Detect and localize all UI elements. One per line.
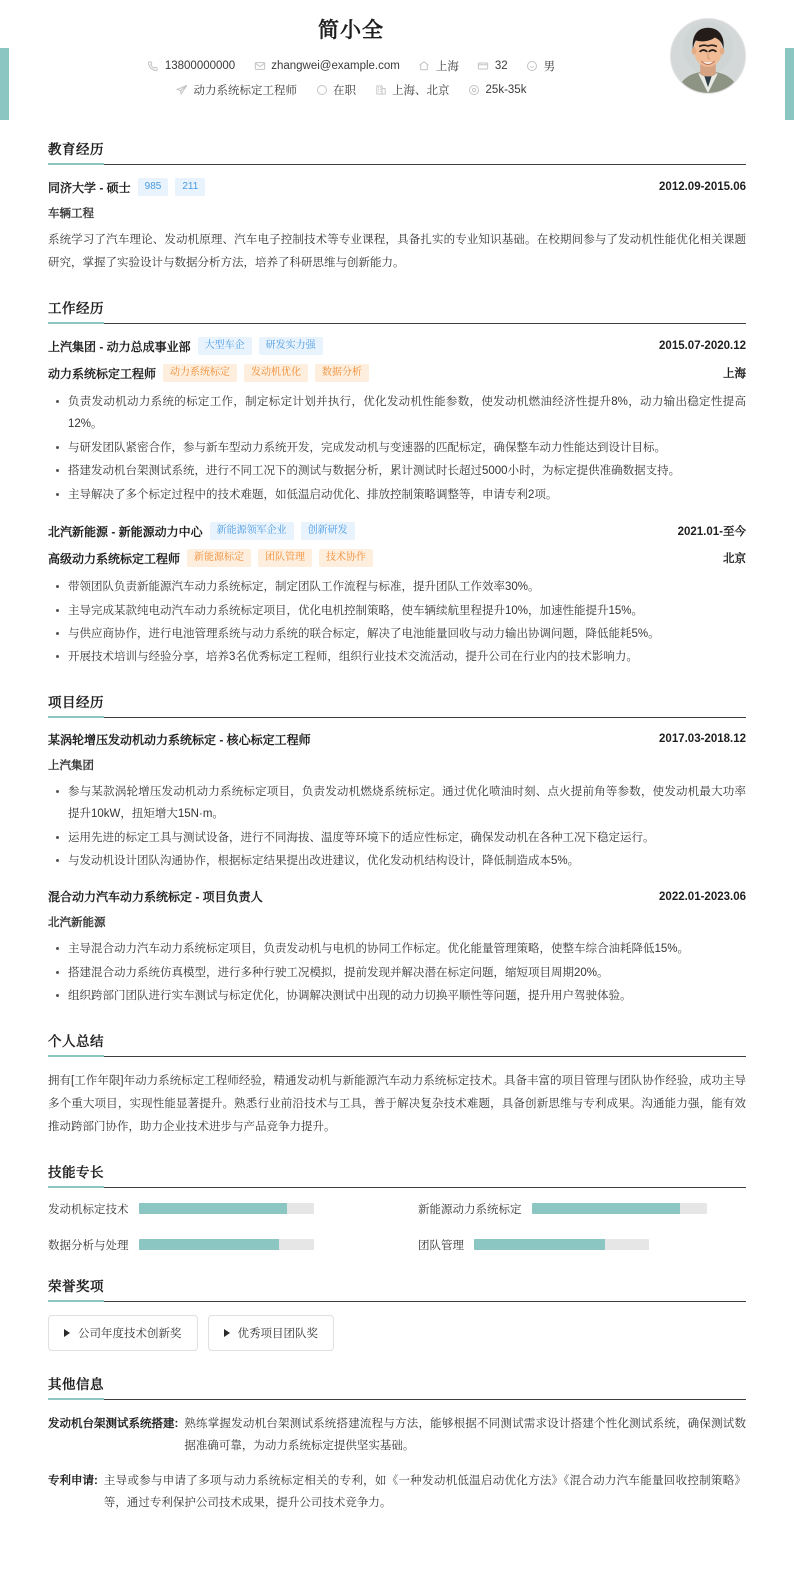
location-icon [418, 60, 431, 73]
other-info-label: 发动机台架测试系统搭建: [48, 1417, 179, 1430]
skill-progress-bar [532, 1203, 707, 1214]
education-description: 系统学习了汽车理论、发动机原理、汽车电子控制技术等专业课程，具备扎实的专业知识基础。在校期间参与了发动机性能优化相关课题研究，掌握了实验设计与数据分析方法，培养了科研思维与创新能力。 [48, 234, 746, 269]
skill-progress-fill [139, 1239, 279, 1250]
company-tag: 大型车企 [198, 337, 252, 355]
awards-list [48, 1315, 746, 1351]
section-header-education [48, 138, 746, 165]
resume-header [48, 0, 746, 116]
project-date: 2017.03-2018.12 [659, 733, 746, 746]
job-title: 高级动力系统标定工程师 [48, 551, 181, 566]
avatar [670, 18, 746, 94]
contact-item [418, 58, 459, 74]
role-line-left [48, 364, 369, 382]
contact-item [468, 84, 527, 97]
bullet-item: 搭建发动机台架测试系统，进行不同工况下的测试与数据分析，累计测试时长超过5000小时，为标定提供准确数据支持。 [48, 460, 746, 482]
entry-headline [48, 337, 746, 355]
major-name: 车辆工程 [48, 208, 94, 220]
section-title: 教育经历 [48, 138, 104, 165]
paper-plane-icon [176, 84, 189, 97]
project-name: 混合动力汽车动力系统标定 - 项目负责人 [48, 890, 263, 905]
other-info-text: 熟练掌握发动机台架测试系统搭建流程与方法，能够根据不同测试需求设计搭建个性化测试系统，确保测试数据准确可靠，为动力系统标定提供坚实基础。 [184, 1417, 746, 1453]
left-edge-accent [0, 48, 9, 120]
entry-headline-left [48, 888, 263, 905]
section-header-work [48, 297, 746, 324]
id-card-icon [477, 60, 490, 73]
skill-tag: 团队管理 [258, 549, 312, 567]
contact-item [374, 82, 450, 98]
bullet-item: 与研发团队紧密合作，参与新车型动力系统开发，完成发动机与变速器的匹配标定，确保整车动力性能达到设计目标。 [48, 437, 746, 459]
contact-item [477, 60, 508, 73]
section-header-other [48, 1373, 746, 1400]
contact-item [176, 82, 298, 98]
work-entry [48, 522, 746, 669]
other-info-item [48, 1413, 746, 1458]
contact-value: 32 [494, 60, 508, 72]
bullet-item: 主导完成某款纯电动汽车动力系统标定项目，优化电机控制策略，使车辆续航里程提升10%，加速性能提升15%。 [48, 600, 746, 622]
work-date: 2021.01-至今 [677, 526, 746, 539]
summary-text: 拥有[工作年限]年动力系统标定工程师经验，精通发动机与新能源汽车动力系统标定技术。具备丰富的项目管理与团队协作经验，成功主导多个重大项目，实现性能显著提升。熟悉行业前沿技术与工具，善于解决复杂技术难题，具备创新思维与专利成果。沟通能力强，能有效推动跨部门协作，助力企业技术进步与产品竞争力提升。 [48, 1074, 746, 1133]
skill-name: 数据分析与处理 [48, 1239, 129, 1252]
company-name: 上汽集团 - 动力总成事业部 [48, 339, 191, 354]
company-tag: 新能源领军企业 [210, 522, 294, 540]
skills-grid [48, 1201, 746, 1253]
section-title: 工作经历 [48, 297, 104, 324]
section-project [48, 691, 746, 1008]
bullet-item: 组织跨部门团队进行实车测试与标定优化，协调解决测试中出现的动力切换平顺性等问题，提升用户驾驶体验。 [48, 985, 746, 1007]
bullet-item: 主导混合动力汽车动力系统标定项目，负责发动机与电机的协同工作标定。优化能量管理策略，使整车综合油耗降低15%。 [48, 938, 746, 960]
bullet-item: 搭建混合动力系统仿真模型，进行多种行驶工况模拟，提前发现并解决潜在标定问题，缩短项目周期20%。 [48, 962, 746, 984]
play-triangle-icon [64, 1329, 70, 1337]
skill-name: 发动机标定技术 [48, 1203, 129, 1216]
skill-progress-bar [474, 1239, 649, 1250]
skill-progress-fill [532, 1203, 681, 1214]
project-company: 北汽新能源 [48, 917, 106, 930]
skill-progress-fill [474, 1239, 605, 1250]
bullet-list [48, 576, 746, 669]
other-info-list [48, 1413, 746, 1515]
job-title: 动力系统标定工程师 [48, 366, 157, 381]
contact-row-secondary [48, 82, 746, 98]
entry-headline [48, 522, 746, 540]
company-name: 北汽新能源 - 新能源动力中心 [48, 524, 203, 539]
project-company: 上汽集团 [48, 759, 94, 772]
project-entry [48, 731, 746, 873]
project-entry-list [48, 731, 746, 1008]
skill-row [418, 1237, 746, 1253]
bullet-item: 负责发动机动力系统的标定工作，制定标定计划并执行，优化发动机性能参数，使发动机燃油经济性提升8%，动力输出稳定性提高12%。 [48, 391, 746, 436]
contact-item [147, 60, 235, 73]
play-triangle-icon [224, 1329, 230, 1337]
award-label: 优秀项目团队奖 [237, 1327, 318, 1340]
bullet-item: 带领团队负责新能源汽车动力系统标定，制定团队工作流程与标准，提升团队工作效率30%。 [48, 576, 746, 598]
entry-headline-left [48, 522, 355, 540]
contact-value: 动力系统标定工程师 [193, 85, 298, 97]
section-header-project [48, 691, 746, 718]
education-date: 2012.09-2015.06 [659, 181, 746, 193]
bullet-item: 运用先进的标定工具与测试设备，进行不同海拔、温度等环境下的适应性标定，确保发动机在各种工况下稳定运行。 [48, 827, 746, 849]
skill-tag: 动力系统标定 [163, 364, 237, 382]
award-pill[interactable] [208, 1315, 335, 1351]
entry-headline-left [48, 731, 311, 748]
bullet-list [48, 391, 746, 506]
role-line [48, 364, 746, 382]
section-education [48, 138, 746, 275]
status-icon [315, 84, 328, 97]
work-entry [48, 337, 746, 506]
entry-headline-left [48, 337, 323, 355]
contact-value: 上海 [435, 61, 459, 73]
building-icon [374, 84, 387, 97]
company-tag: 创新研发 [301, 522, 355, 540]
award-pill[interactable] [48, 1315, 198, 1351]
section-title: 技能专长 [48, 1161, 104, 1188]
bullet-item: 开展技术培训与经验分享，培养3名优秀标定工程师，组织行业技术交流活动，提升公司在行业内的技术影响力。 [48, 646, 746, 668]
right-edge-accent [785, 48, 794, 120]
section-header-skills [48, 1161, 746, 1188]
other-info-text: 主导或参与申请了多项与动力系统标定相关的专利，如《一种发动机低温启动优化方法》《混合动力汽车能量回收控制策略》等，通过专利保护公司技术成果，提升公司技术竞争力。 [103, 1474, 746, 1510]
skill-tag: 技术协作 [319, 549, 373, 567]
project-entry [48, 888, 746, 1007]
education-tag: 985 [138, 178, 169, 196]
project-name: 某涡轮增压发动机动力系统标定 - 核心标定工程师 [48, 732, 311, 747]
contact-row-primary [48, 58, 746, 74]
section-skills [48, 1161, 746, 1253]
section-title: 荣誉奖项 [48, 1275, 104, 1302]
skill-progress-bar [139, 1203, 314, 1214]
contact-value: 在职 [333, 85, 357, 97]
page-title: 简小全 [318, 19, 384, 42]
section-header-summary [48, 1030, 746, 1057]
skill-progress-fill [139, 1203, 288, 1214]
skill-progress-bar [139, 1239, 314, 1250]
skill-row [418, 1201, 746, 1217]
bullet-list [48, 781, 746, 873]
section-title: 项目经历 [48, 691, 104, 718]
section-work [48, 297, 746, 669]
contact-value: 13800000000 [164, 60, 236, 72]
project-date: 2022.01-2023.06 [659, 890, 746, 903]
skill-name: 团队管理 [418, 1239, 464, 1252]
skill-tag: 新能源标定 [187, 549, 251, 567]
award-label: 公司年度技术创新奖 [78, 1327, 182, 1340]
section-awards [48, 1275, 746, 1351]
role-line-left [48, 549, 373, 567]
bullet-item: 与供应商协作，进行电池管理系统与动力系统的联合标定，解决了电池能量回收与动力输出协调问题，降低能耗5%。 [48, 623, 746, 645]
skill-row [48, 1237, 376, 1253]
avatar-photo [671, 19, 745, 93]
section-title: 其他信息 [48, 1373, 104, 1400]
phone-icon [147, 60, 160, 73]
work-entry-list [48, 337, 746, 669]
contact-item [315, 82, 356, 98]
bullet-list [48, 938, 746, 1007]
contact-item [253, 60, 400, 73]
bullet-item: 主导解决了多个标定过程中的技术难题，如低温启动优化、排放控制策略调整等，申请专利2项。 [48, 484, 746, 506]
entry-headline [48, 888, 746, 905]
gender-icon [526, 60, 539, 73]
entry-headline [48, 731, 746, 748]
contact-item [526, 58, 556, 74]
skill-name: 新能源动力系统标定 [418, 1203, 522, 1216]
bullet-item: 与发动机设计团队沟通协作，根据标定结果提出改进建议，优化发动机结构设计，降低制造成本5%。 [48, 850, 746, 872]
school-name: 同济大学 - 硕士 [48, 180, 131, 195]
other-info-item [48, 1470, 746, 1515]
company-tag: 研发实力强 [259, 337, 323, 355]
other-info-label: 专利申请: [48, 1474, 98, 1487]
work-date: 2015.07-2020.12 [659, 340, 746, 352]
bullet-item: 参与某款涡轮增压发动机动力系统标定项目，负责发动机燃烧系统标定。通过优化喷油时刻、点火提前角等参数，使发动机最大功率提升10kW，扭矩增大15N·m。 [48, 781, 746, 826]
education-entry [48, 178, 746, 275]
section-header-awards [48, 1275, 746, 1302]
work-location: 上海 [723, 368, 746, 380]
skill-row [48, 1201, 376, 1217]
skill-tag: 发动机优化 [244, 364, 308, 382]
contact-value: 25k-35k [485, 84, 527, 96]
education-tag: 211 [175, 178, 205, 196]
section-title: 个人总结 [48, 1030, 104, 1057]
email-icon [253, 60, 266, 73]
entry-headline [48, 178, 746, 196]
skill-tag: 数据分析 [315, 364, 369, 382]
section-summary [48, 1030, 746, 1139]
contact-value: 男 [543, 61, 556, 73]
contact-value: zhangwei@example.com [271, 60, 400, 72]
contact-value: 上海、北京 [392, 85, 450, 97]
work-location: 北京 [723, 553, 746, 566]
role-line [48, 549, 746, 567]
salary-icon [468, 84, 481, 97]
section-other [48, 1373, 746, 1515]
